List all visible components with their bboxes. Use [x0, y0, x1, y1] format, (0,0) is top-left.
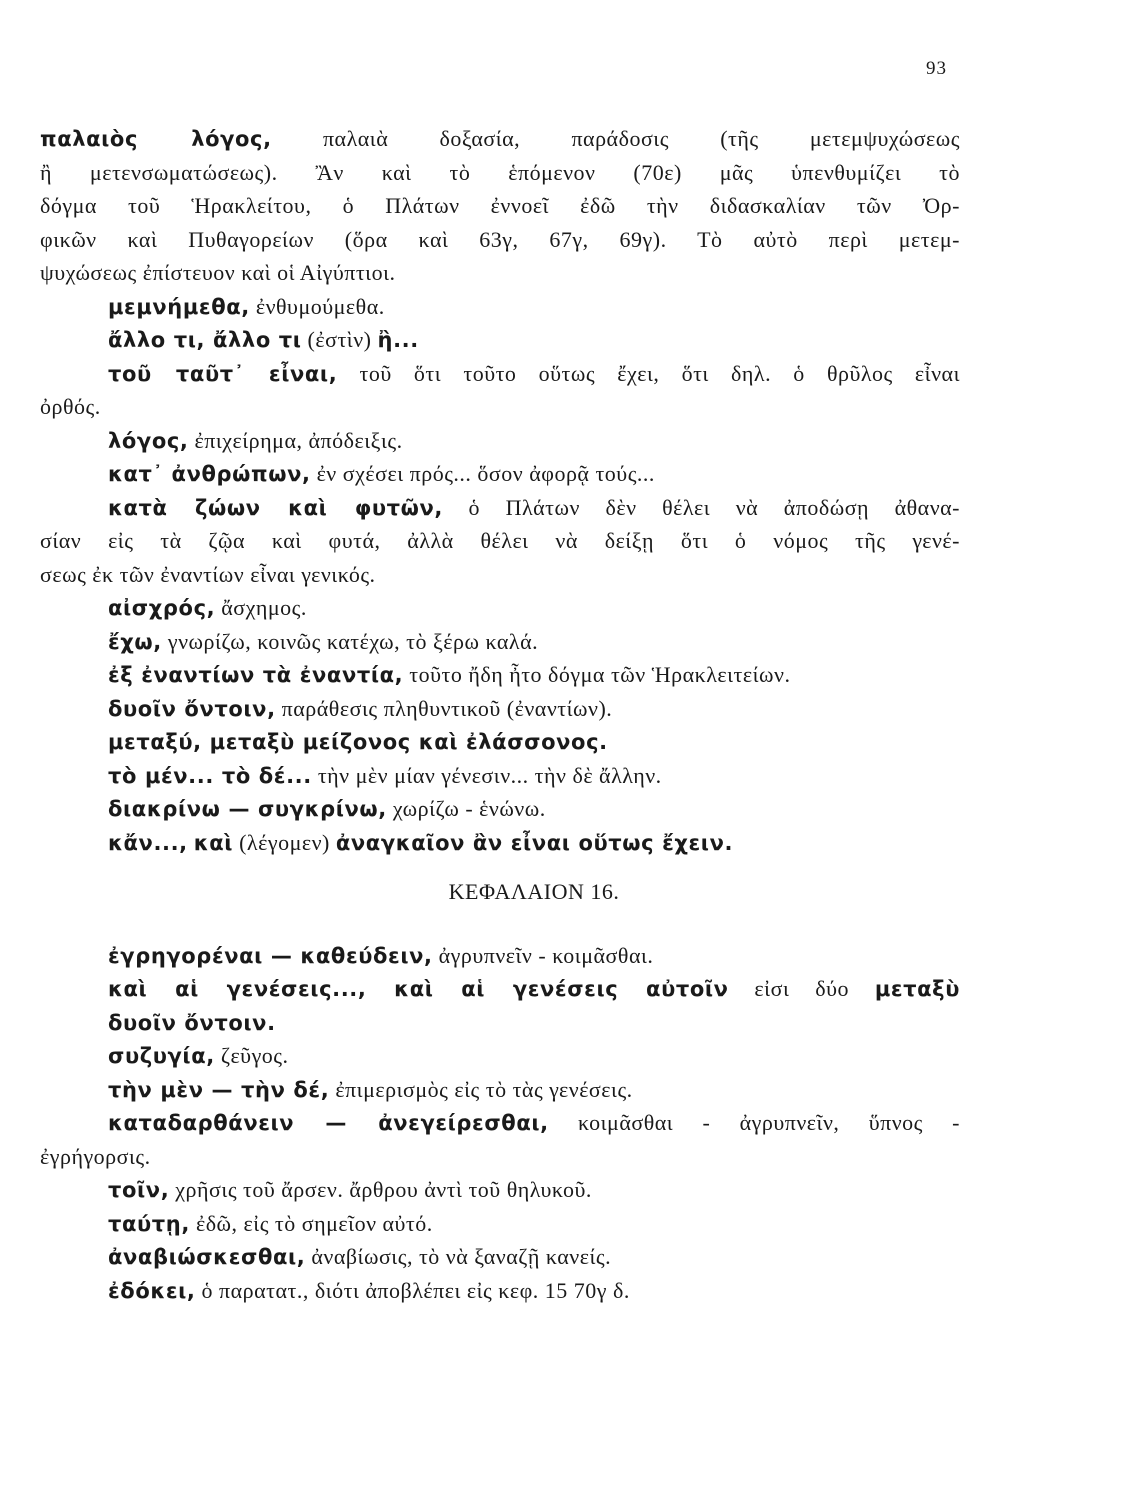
- lemma-term: διακρίνω — συγκρίνω,: [108, 797, 387, 821]
- text-line: [108, 290, 960, 324]
- text-line: [108, 1240, 960, 1274]
- gloss-text: ὁ Πλάτων δὲν θέλει νὰ ἀποδώσῃ ἀθανα-: [443, 494, 960, 520]
- lemma-term: καταδαρθάνειν — ἀνεγείρεσθαι,: [108, 1111, 549, 1135]
- page-body: [40, 122, 961, 1307]
- gloss-text: ζεῦγος.: [214, 1043, 289, 1068]
- text-line: [40, 189, 960, 223]
- gloss-text: τοῦτο ἤδη ἦτο δόγμα τῶν Ἡρακλειτείων.: [403, 662, 791, 687]
- text-line: [108, 357, 960, 391]
- gloss-text: τοῦ ὅτι τοῦτο οὕτως ἔχει, ὅτι δηλ. ὁ θρῦλος εἶναι: [337, 360, 960, 386]
- text-line: [108, 759, 960, 793]
- text-line: [108, 457, 960, 491]
- lemma-term: μεταξὺ: [874, 977, 960, 1001]
- gloss-text: (ἐστὶν): [301, 327, 378, 352]
- gloss-text: (λέγομεν): [233, 829, 336, 855]
- text-line: [108, 692, 960, 726]
- lemma-term: κατὰ ζώων καὶ φυτῶν,: [108, 495, 444, 520]
- text-line: [108, 826, 960, 860]
- lemma-term: δυοῖν ὄντοιν.: [108, 1010, 276, 1035]
- text-line: [108, 1039, 960, 1073]
- lemma-term: ἀναγκαῖον ἂν εἶναι οὕτως ἔχειν.: [335, 830, 734, 855]
- gloss-text: ἀναβίωσις, τὸ νὰ ξαναζῇ κανείς.: [305, 1244, 612, 1269]
- gloss-text: ἐν σχέσει πρός... ὅσον ἀφορᾷ τούς...: [310, 461, 655, 486]
- chapter-heading: [108, 875, 960, 909]
- gloss-text: ἐπιχείρημα, ἀπόδειξις.: [188, 427, 403, 453]
- gloss-text: ἀγρυπνεῖν - κοιμᾶσθαι.: [432, 942, 654, 968]
- text-line: [40, 1140, 960, 1174]
- text-line: [108, 323, 960, 357]
- gloss-text: χωρίζω - ἑνώνω.: [386, 796, 546, 821]
- lemma-term: δυοῖν ὄντοιν,: [108, 696, 276, 721]
- gloss-text: ψυχώσεως ἐπίστευον καὶ οἱ Αἰγύπτιοι.: [40, 260, 396, 285]
- lemma-term: λόγος,: [108, 428, 189, 453]
- lemma-term: αἰσχρός,: [108, 596, 216, 620]
- lemma-term: ταύτῃ,: [108, 1211, 190, 1236]
- lemma-term: συζυγία,: [108, 1044, 215, 1068]
- gloss-text: σίαν εἰς τὰ ζῷα καὶ φυτά, ἀλλὰ θέλει νὰ δείξῃ ὅτι ὁ νόμος τῆς γενέ-: [40, 528, 960, 553]
- text-line: [40, 524, 960, 558]
- text-line: [40, 558, 960, 592]
- gloss-text: ἐνθυμούμεθα.: [249, 293, 385, 319]
- lemma-term: ἐξ ἐναντίων τὰ ἐναντία,: [108, 663, 404, 687]
- gloss-text: τὴν μὲν μίαν γένεσιν... τὴν δὲ ἄλλην.: [311, 762, 662, 788]
- text-line: [108, 491, 960, 525]
- gloss-text: κοιμᾶσθαι - ἀγρυπνεῖν, ὕπνος -: [548, 1110, 961, 1135]
- gloss-text: γνωρίζω, κοινῶς κατέχω, τὸ ξέρω καλά.: [161, 628, 539, 654]
- text-line: [108, 1073, 960, 1107]
- text-line: [40, 390, 960, 424]
- lemma-term: ἀναβιώσκεσθαι,: [108, 1245, 306, 1269]
- text-line: [108, 1207, 960, 1241]
- text-line: [108, 1106, 960, 1140]
- gloss-text: δόγμα τοῦ Ἡρακλείτου, ὁ Πλάτων ἐννοεῖ ἐδῶ τὴν διδασκαλίαν τῶν Ὀρ-: [40, 193, 960, 218]
- gloss-text: ΚΕΦΑΛΑΙΟΝ 16.: [448, 879, 620, 904]
- gloss-text: ἄσχημος.: [215, 595, 307, 620]
- text-line: [108, 939, 960, 973]
- lemma-term: καὶ: [193, 830, 234, 855]
- text-line: [40, 156, 960, 190]
- gloss-text: φικῶν καὶ Πυθαγορείων (ὅρα καὶ 63γ, 67γ, 69γ). Τὸ αὐτὸ περὶ μετεμ-: [40, 226, 960, 252]
- text-line: [40, 223, 960, 257]
- gloss-text: σεως ἐκ τῶν ἐναντίων εἶναι γενικός.: [40, 561, 376, 587]
- text-line: [108, 658, 960, 692]
- gloss-text: εἰσι δύο: [728, 976, 875, 1001]
- lemma-term: τὴν μὲν — τὴν δέ,: [108, 1077, 330, 1102]
- text-line: [108, 792, 960, 826]
- gloss-text: ἐγρήγορσις.: [40, 1143, 151, 1169]
- lemma-term: ἄλλο τι, ἄλλο τι: [108, 328, 302, 352]
- text-line: [108, 625, 960, 659]
- text-line: [108, 725, 960, 759]
- lemma-term: ἢ...: [377, 328, 419, 352]
- lemma-term: καὶ αἱ γενέσεις..., καὶ αἱ γενέσεις αὐτοῖν: [108, 977, 729, 1001]
- page-number: 93: [926, 58, 947, 79]
- gloss-text: ὁ παρατατ., διότι ἀποβλέπει εἰς κεφ. 15 70γ δ.: [195, 1277, 630, 1303]
- lemma-term: ἐγρηγορέναι — καθεύδειν,: [108, 943, 433, 968]
- text-line: [108, 1173, 960, 1207]
- lemma-term: κἄν...,: [108, 830, 188, 855]
- lemma-term: ἐδόκει,: [108, 1278, 196, 1303]
- lemma-term: μεταξύ, μεταξὺ μείζονος καὶ ἐλάσσονος.: [108, 730, 608, 754]
- text-line: [40, 122, 960, 156]
- lemma-term: κατ᾽ ἀνθρώπων,: [108, 462, 311, 486]
- lemma-term: τοῦ ταῦτ᾽ εἶναι,: [108, 361, 338, 386]
- gloss-text: ἐπιμερισμὸς εἰς τὸ τὰς γενέσεις.: [329, 1076, 633, 1102]
- text-line: [108, 972, 960, 1006]
- lemma-term: τὸ μέν... τὸ δέ...: [108, 763, 312, 788]
- text-line: [108, 1274, 960, 1308]
- lemma-term: ἔχω,: [108, 629, 162, 654]
- lemma-term: μεμνήμεθα,: [108, 294, 250, 319]
- gloss-text: ἢ μετενσωματώσεως). Ἂν καὶ τὸ ἑπόμενον (70ε) μᾶς ὑπενθυμίζει τὸ: [40, 159, 960, 185]
- gloss-text: χρῆσις τοῦ ἄρσεν. ἄρθρου ἀντὶ τοῦ θηλυκοῦ.: [169, 1177, 592, 1202]
- lemma-term: παλαιὸς λόγος,: [40, 127, 272, 151]
- text-line: [108, 1006, 960, 1040]
- text-line: [108, 424, 960, 458]
- gloss-text: παράθεσις πληθυντικοῦ (ἐναντίων).: [275, 695, 613, 721]
- text-line: [40, 256, 960, 290]
- gloss-text: ὀρθός.: [40, 394, 101, 419]
- gloss-text: παλαιὰ δοξασία, παράδοσις (τῆς μετεμψυχώσεως: [271, 126, 960, 151]
- lemma-term: τοῖν,: [108, 1178, 170, 1202]
- text-line: [108, 591, 960, 625]
- gloss-text: ἐδῶ, εἰς τὸ σημεῖον αὐτό.: [189, 1210, 433, 1236]
